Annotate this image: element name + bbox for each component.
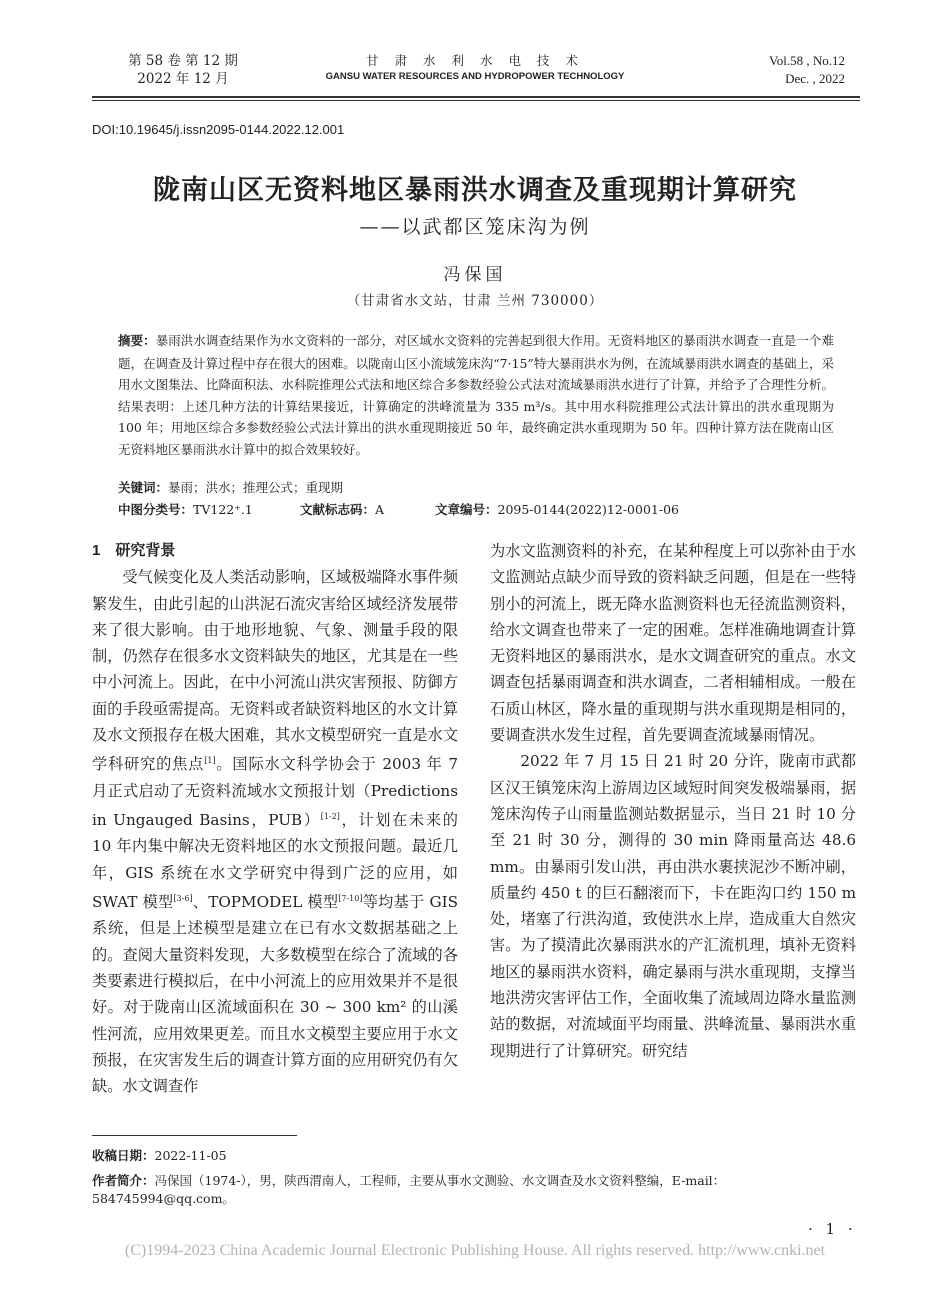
volume-info [735, 52, 845, 88]
received-label: 收稿日期： [92, 1149, 155, 1163]
keywords-label: 关键词： [118, 481, 169, 495]
doi: DOI:10.19645/j.issn2095-0144.2022.12.001 [92, 122, 345, 137]
document-code [300, 500, 384, 518]
clc-value: TV122⁺.1 [193, 502, 253, 517]
author-bio [92, 1171, 862, 1207]
section-heading: 1 研究背景 [92, 542, 176, 559]
journal-name-cn: 甘 肃 水 利 水 电 技 术 [366, 53, 584, 68]
citation: [7-10] [338, 893, 363, 903]
volume-date: Dec. , 2022 [785, 71, 845, 86]
received-value: 2022-11-05 [154, 1148, 227, 1163]
keywords [118, 478, 343, 496]
journal-name-en: GANSU WATER RESOURCES AND HYDROPOWER TECHNOLOGY [325, 71, 625, 82]
code-value: A [375, 502, 385, 517]
citation: [1-2] [320, 812, 340, 822]
article-value: 2095-0144(2022)12-0001-06 [497, 502, 679, 517]
paper-subtitle: ——以武都区笼床沟为例 [359, 216, 591, 238]
body-right-column [490, 538, 856, 1064]
author-name: 冯保国 [443, 265, 507, 285]
paragraph: 2022 年 7 月 15 日 21 时 20 分许，陇南市武都区汉王镇笼床沟上游周边区域短时间突发极端暴雨，据笼床沟传子山雨量监测站数据显示，当日 21 时 10 分至 21 时 30 分，测得的 30 min 降雨量高达 48.6 mm。由暴雨引发山洪，再由洪水裹挟泥沙不断冲刷，质量约 450 t 的巨石翻滚而下，卡在距沟口约 150 m 处，堵塞了行洪沟道，致使洪水上岸，造成重大自然灾害。为了摸清此次暴雨洪水的产汇流机理，填补无资料地区的暴雨洪水资料，确定暴雨与洪水重现期，支撑当地洪涝灾害评估工作，全面收集了流域周边降水量监测站的数据，对流域面平均雨量、洪峰流量、暴雨洪水重现期进行了计算研究。研究结 [490, 752, 856, 1060]
issue-date: 2022 年 12 月 [137, 71, 229, 87]
paragraph-text: 。国际水文科学协会于 2003 年 7 月正式启动了无资料流域水文预报计划（Predictions in Ungauged Basins，PUB） [92, 755, 459, 830]
author-bio-label: 作者简介： [92, 1174, 155, 1188]
paragraph-text: ，计划在未来的 10 年内集中解决无资料地区的水文预报问题。最近几年，GIS 系统在水文学研究中得到广泛的应用，如 SWAT 模型 [92, 811, 458, 912]
abstract-text: 暴雨洪水调查结果作为水文资料的一部分，对区域水文资料的完善起到很大作用。无资料地区的暴雨洪水调查一直是一个难题，在调查及计算过程中存在很大的困难。以陇南山区小流域笼床沟“7·15”特大暴雨洪水为例，在流域暴雨洪水调查的基础上，采用水文图集法、比降面积法、水科院推理公式法和地区综合多参数经验公式法对流域暴雨洪水进行了计算，并给予了合理性分析。结果表明：上述几种方法的计算结果接近，计算确定的洪峰流量为 335 m³/s。其中用水科院推理公式法计算出的洪水重现期为 100 年；用地区综合多参数经验公式法计算出的洪水重现期接近 50 年，最终确定洪水重现期为 50 年。四种计算方法在陇南山区无资料地区暴雨洪水计算中的拟合效果较好。 [118, 333, 834, 457]
paragraph-text: 等均基于 GIS 系统，但是上述模型是建立在已有水文数据基础之上的。查阅大量资料发现，大多数模型在综合了流域的各类要素进行模拟后，在中小河流上的应用效果并不是很好。对于陇南山区流域面积在 30 ~ 300 km² 的山溪性河流，应用效果更差。而且水文模型主要应用于水文预报，在灾害发生后的调查计算方面的应用研究仍有欠缺。水文调查作 [92, 893, 458, 1096]
clc-label: 中图分类号： [118, 503, 194, 517]
received-date [92, 1146, 227, 1164]
journal-name [300, 52, 650, 84]
author-bio-text: 冯保国（1974-），男，陕西渭南人，工程师，主要从事水文测验、水文调查及水文资料整编，E-mail：584745994@qq.com。 [92, 1173, 726, 1206]
header-rule-thick [92, 96, 860, 98]
article-label: 文章编号： [435, 503, 498, 517]
issue-info [118, 52, 248, 88]
body-left-column [92, 538, 458, 1099]
footnote-rule [92, 1135, 297, 1136]
citation: [3-6] [173, 893, 193, 903]
abstract [118, 330, 834, 460]
citation: [1] [204, 756, 216, 766]
abstract-label: 摘要： [118, 334, 156, 348]
author-affiliation: （甘肃省水文站，甘肃 兰州 730000） [346, 293, 604, 309]
page-number: · 1 · [808, 1220, 857, 1238]
volume-number: Vol.58 , No.12 [769, 53, 845, 68]
paper-title: 陇南山区无资料地区暴雨洪水调查及重现期计算研究 [153, 175, 797, 206]
clc-number [118, 500, 253, 518]
paragraph-text: 受气候变化及人类活动影响，区域极端降水事件频繁发生，由此引起的山洪泥石流灾害给区域经济发展带来了很大影响。由于地形地貌、气象、测量手段的限制，仍然存在很多水文资料缺失的地区，尤其是在一些中小河流上。因此，在中小河流山洪灾害预报、防御方面的手段亟需提高。无资料或者缺资料地区的水文计算及水文预报存在极大困难，其水文模型研究一直是水文学科研究的焦点 [92, 568, 458, 774]
keywords-text: 暴雨；洪水；推理公式；重现期 [168, 480, 344, 495]
paragraph: 为水文监测资料的补充，在某种程度上可以弥补由于水文监测站点缺少而导致的资料缺乏问题，但是在一些特别小的河流上，既无降水监测资料也无径流监测资料，给水文调查也带来了一定的困难。怎样准确地调查计算无资料地区的暴雨洪水，是水文调查研究的重点。水文调查包括暴雨调查和洪水调查，二者相辅相成。一般在石质山林区，降水量的重现期与洪水重现期是相同的，要调查洪水发生过程，首先要调查流域暴雨情况。 [490, 542, 856, 745]
issue-volume: 第 58 卷 第 12 期 [128, 53, 238, 69]
header-rule-thin [92, 100, 860, 101]
code-label: 文献标志码： [300, 503, 376, 517]
copyright-watermark: (C)1994-2023 China Academic Journal Electronic Publishing House. All rights reserved. http://www.cnki.net [124, 1242, 826, 1259]
paragraph-text: 、TOPMODEL 模型 [192, 893, 339, 912]
article-number [435, 500, 679, 518]
paragraph [92, 564, 458, 1099]
